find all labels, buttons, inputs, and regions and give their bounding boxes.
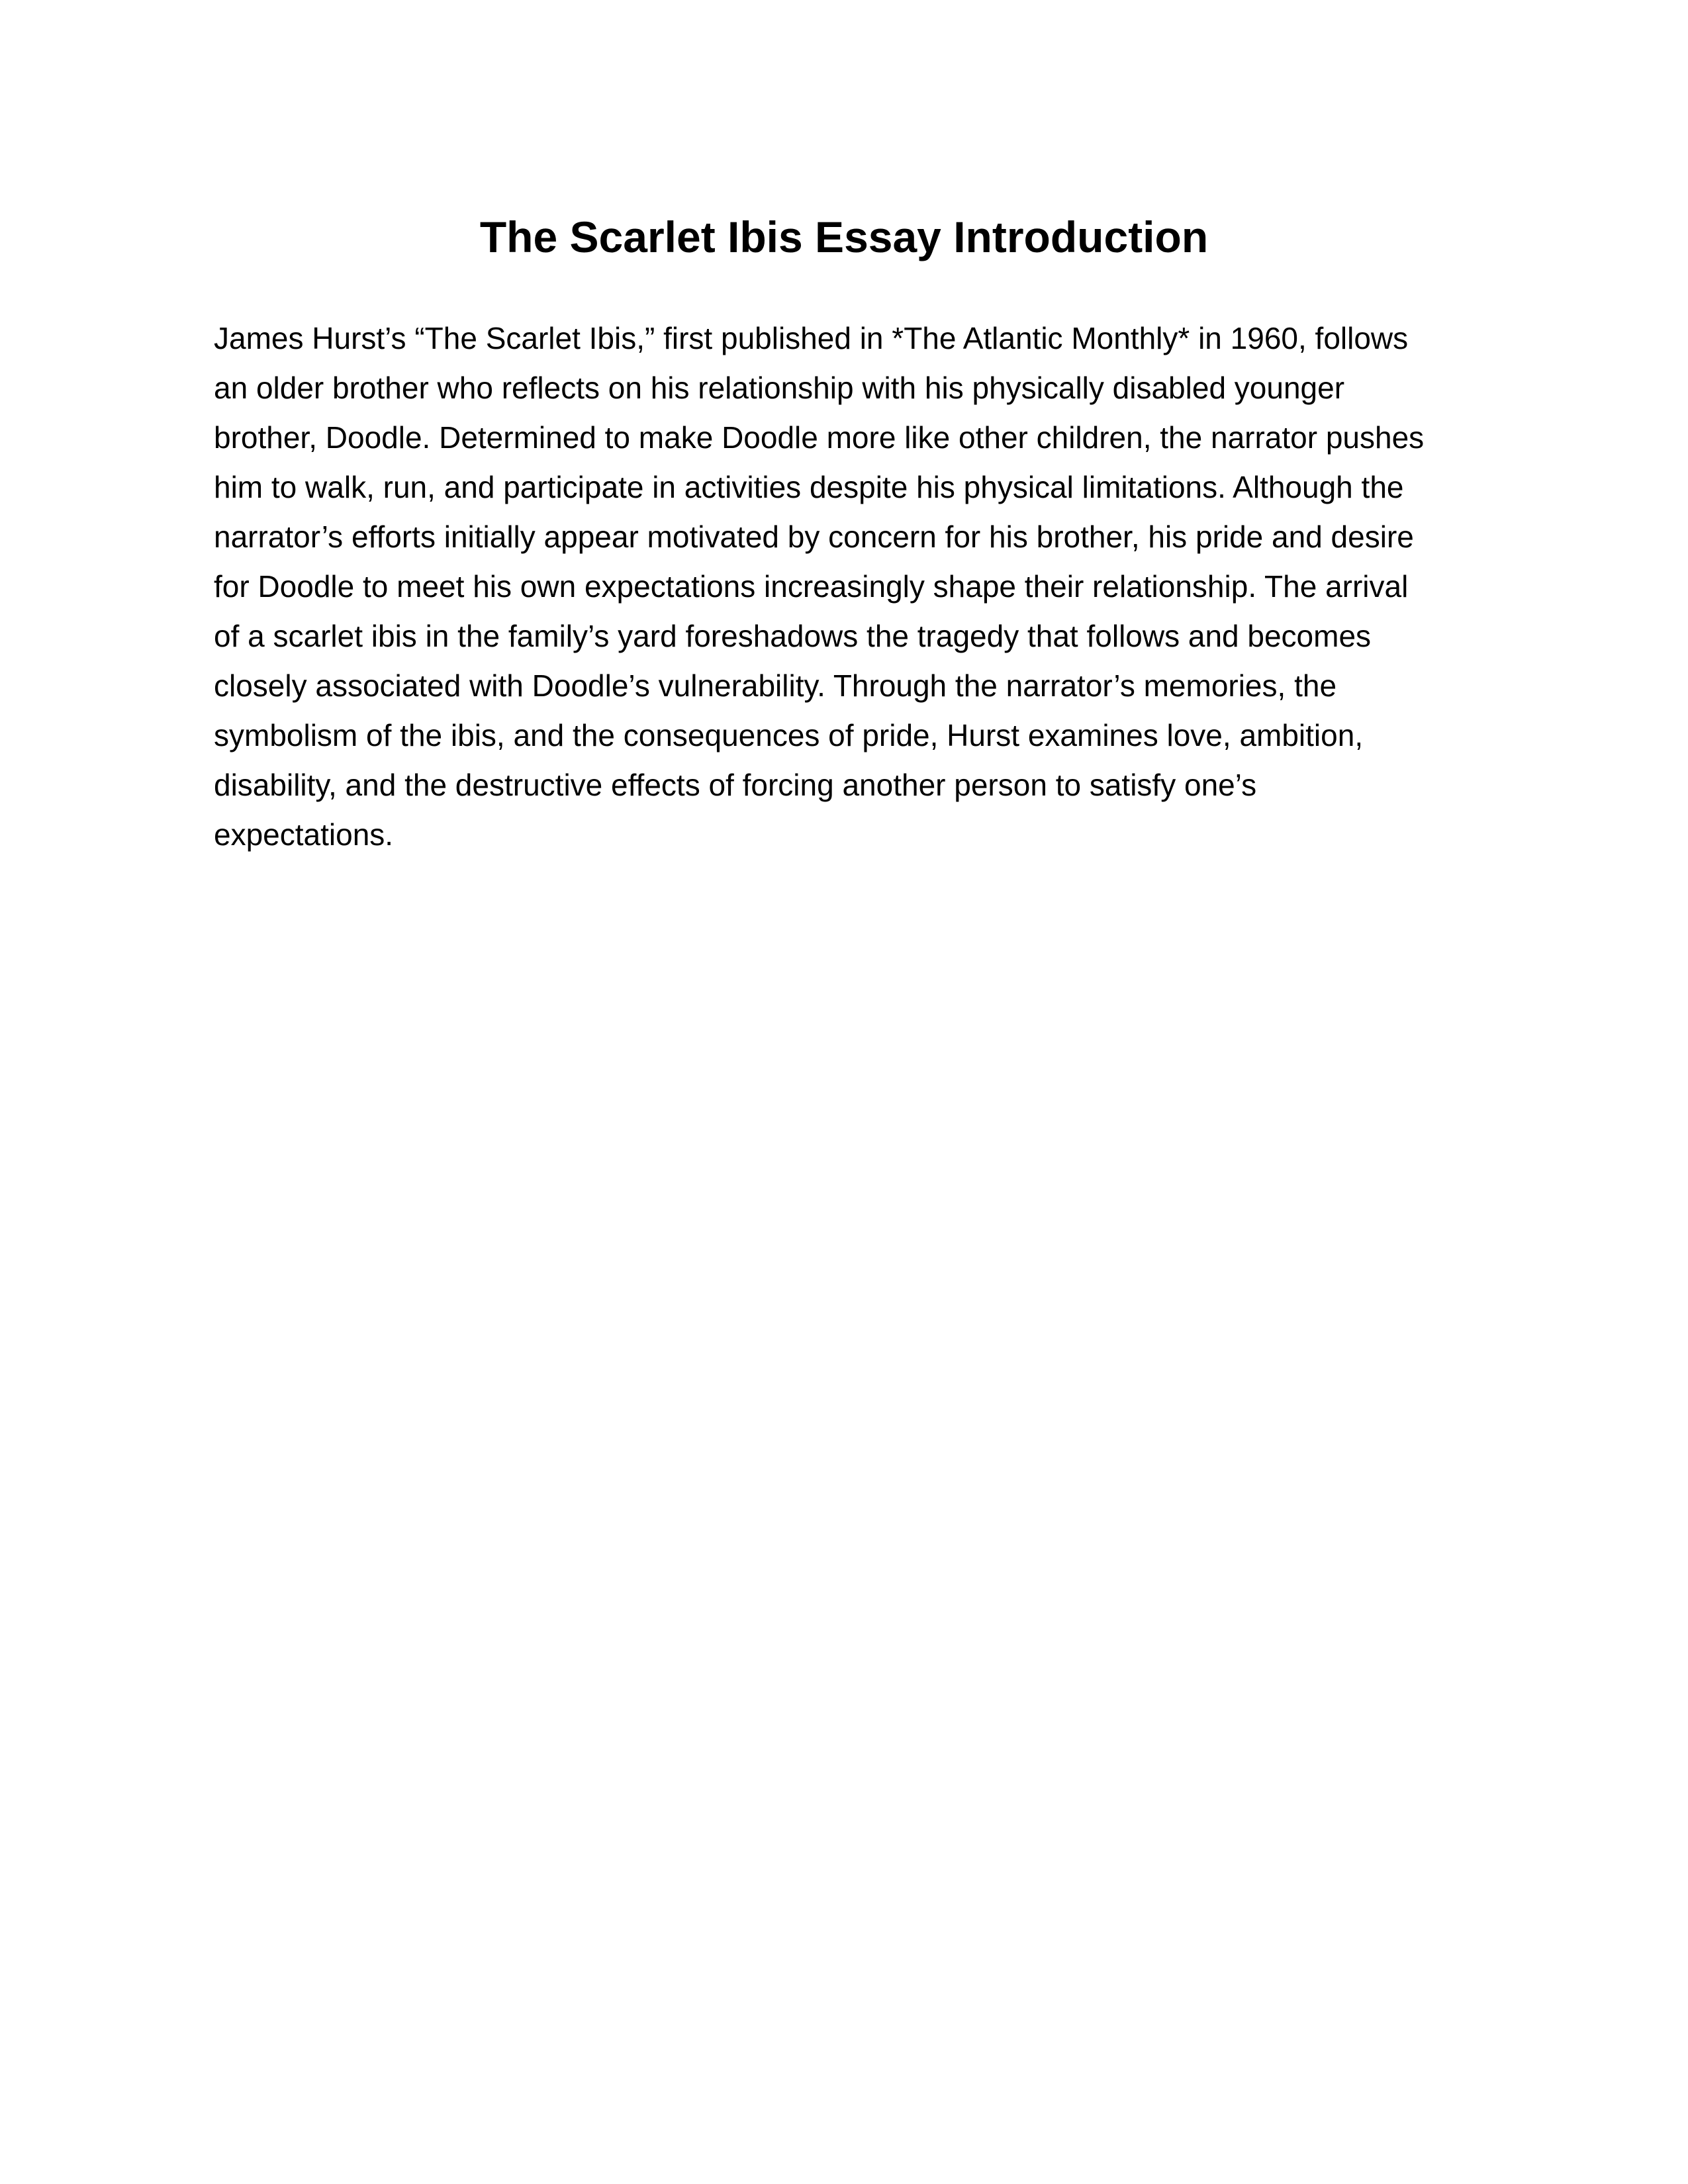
paragraph-line: him to walk, run, and participate in activities despite his physical limitations. Although the <box>214 470 1404 504</box>
paragraph-line: James Hurst’s “The Scarlet Ibis,” first published in *The Atlantic Monthly* in 1960, follows <box>214 321 1409 355</box>
paragraph-line: of a scarlet ibis in the family’s yard foreshadows the tragedy that follows and becomes <box>214 619 1372 653</box>
paragraph-line: an older brother who reflects on his relationship with his physically disabled younger <box>214 371 1345 405</box>
paragraph-line: brother, Doodle. Determined to make Doodle more like other children, the narrator pushes <box>214 420 1425 455</box>
paragraph-line: for Doodle to meet his own expectations increasingly shape their relationship. The arrival <box>214 569 1409 604</box>
paragraph-line: narrator’s efforts initially appear motivated by concern for his brother, his pride and desire <box>214 520 1414 554</box>
page-title: The Scarlet Ibis Essay Introduction <box>479 212 1209 261</box>
paragraph-line: disability, and the destructive effects of forcing another person to satisfy one’s <box>214 768 1257 802</box>
paragraph-line: closely associated with Doodle’s vulnerability. Through the narrator’s memories, the <box>214 668 1337 703</box>
essay-paragraph <box>214 314 1485 860</box>
paragraph-line: symbolism of the ibis, and the consequences of pride, Hurst examines love, ambition, <box>214 718 1364 752</box>
paragraph-line: expectations. <box>214 817 394 852</box>
